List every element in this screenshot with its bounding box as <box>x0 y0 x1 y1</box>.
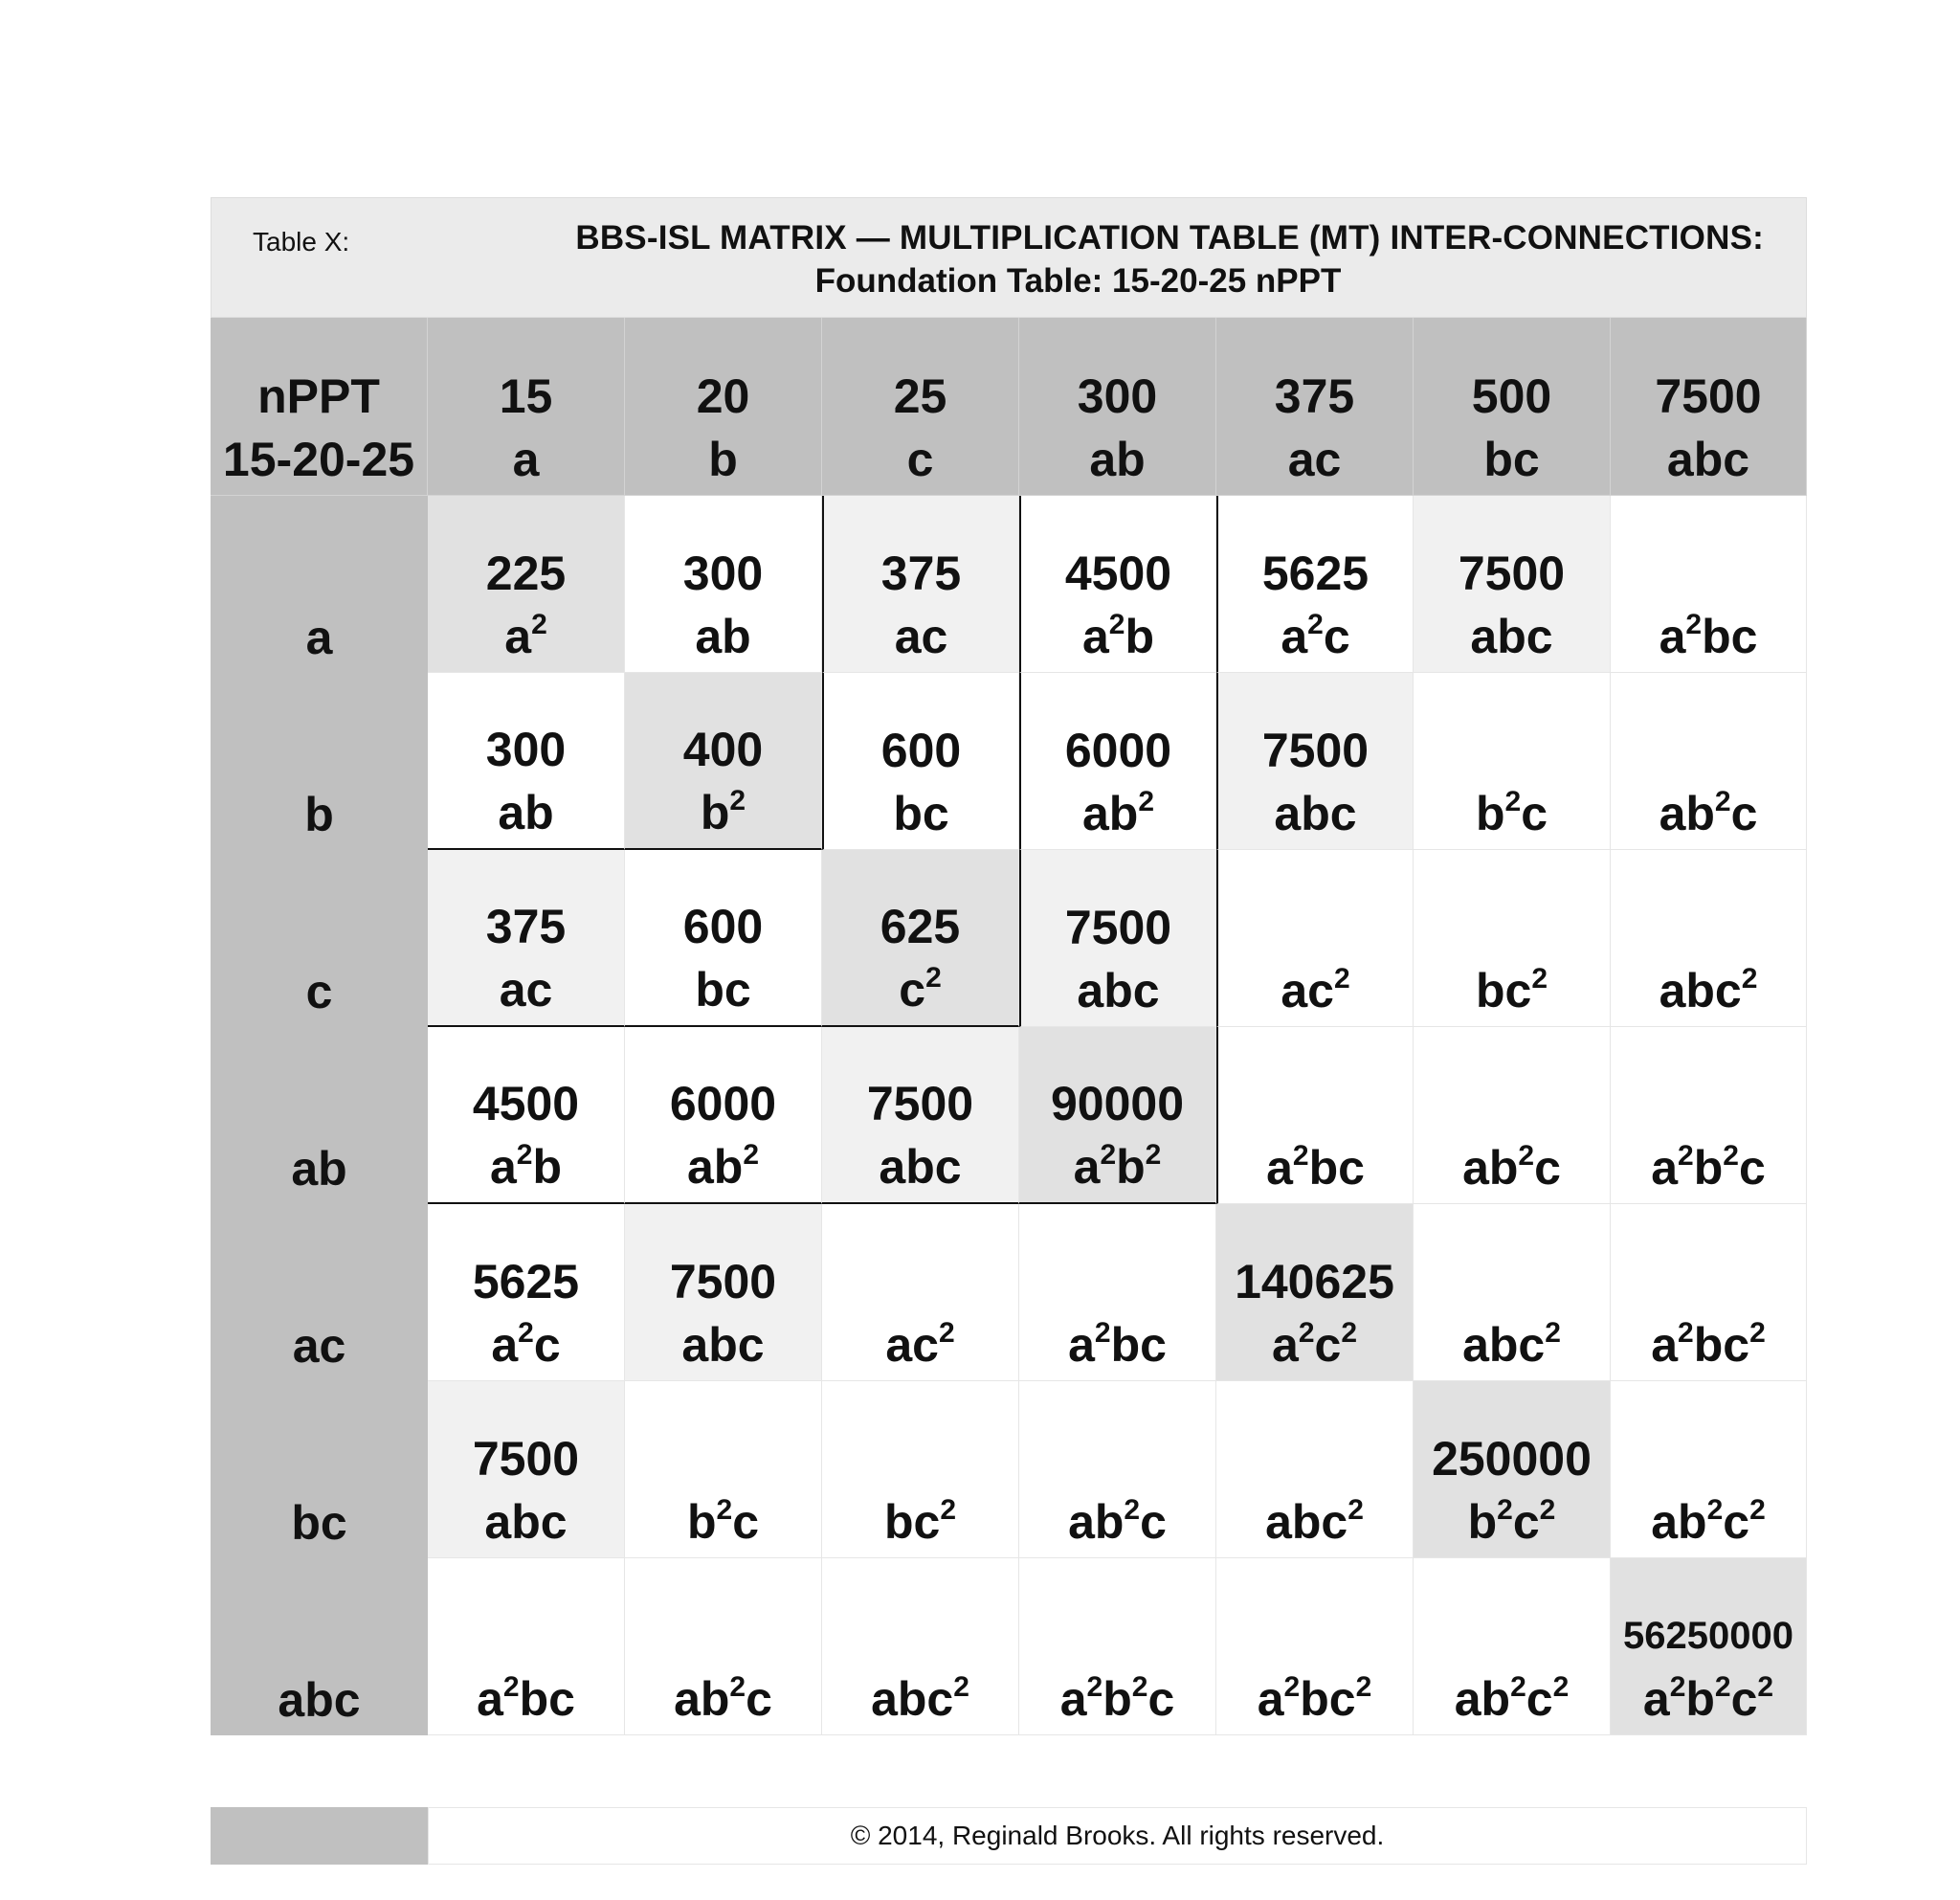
cell-value: 375 <box>880 547 962 600</box>
cell-expression: $a^2bc$ <box>1068 1316 1167 1372</box>
cell-value: 56250000 <box>1623 1615 1793 1657</box>
cell-expression: abc <box>1274 787 1357 840</box>
table-cell <box>1414 1558 1611 1735</box>
row-header-label: ab <box>291 1142 347 1196</box>
cell-expression: $bc^2$ <box>883 1493 957 1549</box>
cell-expression: $a^2b^2c$ <box>1059 1670 1175 1726</box>
cell-value: 6000 <box>1064 724 1172 777</box>
table-cell <box>1611 1027 1807 1204</box>
row-header-label: abc <box>278 1673 361 1727</box>
cell-expression: abc$^2$ <box>1462 1316 1561 1372</box>
column-header-value: 7500 <box>1655 369 1762 423</box>
row-header-label: a <box>305 611 333 664</box>
cell-expression: $ac^2$ <box>885 1316 955 1372</box>
cell-expression: abc <box>484 1495 568 1549</box>
cell-value: 600 <box>880 724 962 777</box>
table-cell <box>1216 496 1414 673</box>
table-cell <box>625 1204 822 1381</box>
row-header-bc <box>211 1381 428 1558</box>
cell-expression: $b^2$ <box>700 784 746 839</box>
cell-expression: $b^2c^2$ <box>1467 1493 1556 1549</box>
copyright-footer: © 2014, Reginald Brooks. All rights reserved. <box>428 1807 1807 1865</box>
row-header-c <box>211 850 428 1027</box>
table-cell <box>1611 1381 1807 1558</box>
cell-expression: $ab^2c^2$ <box>1454 1670 1570 1726</box>
cell-expression: $b^2c$ <box>1475 785 1548 840</box>
cell-expression: ac <box>499 963 553 1017</box>
table-cell <box>1216 1027 1414 1204</box>
cell-value: 140625 <box>1235 1255 1394 1308</box>
corner-line1: nPPT <box>257 369 380 423</box>
cell-value: 7500 <box>1458 547 1566 600</box>
cell-value: 600 <box>682 900 764 953</box>
table-cell <box>822 1381 1019 1558</box>
column-header-abc <box>1611 318 1807 496</box>
cell-expression: abc <box>879 1140 962 1194</box>
table-cell <box>1019 1381 1216 1558</box>
cell-expression: $c^2$ <box>899 961 942 1017</box>
cell-value: 7500 <box>866 1077 974 1130</box>
cell-expression: bc <box>893 787 949 840</box>
row-header-label: bc <box>291 1496 347 1550</box>
column-header-value: 300 <box>1077 369 1158 423</box>
table-subtitle: Foundation Table: 15-20-25 nPPT <box>814 262 1342 300</box>
table-cell <box>428 850 625 1027</box>
row-header-label: c <box>305 965 333 1018</box>
cell-expression: $ab^2c$ <box>1462 1139 1561 1195</box>
column-header-c <box>822 318 1019 496</box>
table-cell <box>1216 850 1414 1027</box>
column-header-symbol: ab <box>1089 433 1146 486</box>
title-bar <box>211 197 1807 318</box>
cell-expression: $ab^2c$ <box>1659 785 1758 840</box>
column-header-value: 500 <box>1471 369 1552 423</box>
column-header-ac <box>1216 318 1414 496</box>
table-cell <box>625 1027 822 1204</box>
cell-value: 7500 <box>472 1432 580 1486</box>
cell-expression: $a^2c^2$ <box>1272 1316 1357 1372</box>
cell-value: 375 <box>485 900 567 953</box>
table-cell <box>428 496 625 673</box>
column-header-value: 375 <box>1274 369 1355 423</box>
cell-expression: $ab^2$ <box>686 1138 760 1194</box>
row-header-abc <box>211 1558 428 1735</box>
cell-value: 7500 <box>669 1255 777 1308</box>
table-cell <box>1414 496 1611 673</box>
cell-expression: ab <box>695 610 751 663</box>
column-header-symbol: a <box>512 433 540 486</box>
table-cell <box>1216 673 1414 850</box>
table-cell <box>428 673 625 850</box>
table-cell <box>625 1558 822 1735</box>
cell-expression: abc$^2$ <box>871 1670 969 1726</box>
cell-expression: $bc^2$ <box>1475 962 1548 1017</box>
table-cell <box>625 496 822 673</box>
row-header-ab <box>211 1027 428 1204</box>
table-cell <box>822 850 1019 1027</box>
cell-expression: abc <box>681 1318 765 1372</box>
cell-value: 250000 <box>1432 1432 1592 1486</box>
table-cell <box>1611 1204 1807 1381</box>
column-header-ab <box>1019 318 1216 496</box>
cell-expression: $ab^2c$ <box>674 1670 772 1726</box>
table-cell <box>1611 496 1807 673</box>
cell-value: 225 <box>485 547 567 600</box>
cell-expression: $a^2c$ <box>1281 608 1350 663</box>
footer-spacer <box>211 1807 428 1865</box>
cell-expression: $a^2bc$ <box>1266 1139 1365 1195</box>
column-header-value: 25 <box>893 369 947 423</box>
row-header-a <box>211 496 428 673</box>
cell-value: 625 <box>880 900 961 953</box>
row-header-label: b <box>304 788 334 841</box>
cell-value: 300 <box>485 723 567 776</box>
table-cell <box>1611 850 1807 1027</box>
cell-expression: $ac^2$ <box>1281 962 1350 1017</box>
row-header-ac <box>211 1204 428 1381</box>
cell-expression: $a^2bc^2$ <box>1651 1316 1766 1372</box>
table-cell <box>625 1381 822 1558</box>
table-cell <box>1414 1381 1611 1558</box>
table-cell <box>1019 850 1216 1027</box>
cell-value: 4500 <box>472 1077 580 1130</box>
cell-value: 400 <box>682 723 764 776</box>
table-cell <box>1611 673 1807 850</box>
table-cell <box>428 1558 625 1735</box>
cell-expression: $a^2bc$ <box>477 1670 575 1726</box>
cell-expression: $a^2b^2c^2$ <box>1642 1670 1774 1726</box>
table-cell <box>1019 1204 1216 1381</box>
column-header-value: 15 <box>499 369 553 423</box>
table-cell <box>1216 1558 1414 1735</box>
cell-value: 7500 <box>1064 901 1172 954</box>
table-cell <box>822 496 1019 673</box>
cell-expression: $a^2b^2c$ <box>1651 1139 1766 1195</box>
table-cell <box>1414 1027 1611 1204</box>
column-header-b <box>625 318 822 496</box>
table-cell <box>1216 1381 1414 1558</box>
table-cell <box>1414 673 1611 850</box>
table-cell <box>1414 850 1611 1027</box>
cell-expression: ab <box>498 786 554 839</box>
table-cell <box>428 1381 625 1558</box>
row-header-label: ac <box>292 1319 346 1373</box>
table-cell <box>1414 1204 1611 1381</box>
column-header-a <box>428 318 625 496</box>
cell-expression: bc <box>695 963 751 1017</box>
cell-expression: $a^2b$ <box>489 1138 563 1194</box>
cell-value: 5625 <box>472 1255 580 1308</box>
table-cell <box>1019 673 1216 850</box>
cell-value: 4500 <box>1064 547 1172 600</box>
table-cell <box>1019 496 1216 673</box>
table-label: Table X: <box>253 227 350 257</box>
table-cell <box>1611 1558 1807 1735</box>
table-cell <box>822 673 1019 850</box>
cell-value: 5625 <box>1261 547 1370 600</box>
cell-expression: abc <box>1470 610 1553 663</box>
column-header-value: 20 <box>696 369 750 423</box>
table-cell <box>428 1204 625 1381</box>
table-cell <box>822 1027 1019 1204</box>
cell-value: 6000 <box>669 1077 777 1130</box>
cell-expression: $a^2$ <box>504 608 547 663</box>
table-title: BBS-ISL MATRIX — MULTIPLICATION TABLE (MT) INTER-CONNECTIONS: <box>575 219 1764 257</box>
cell-expression: abc <box>1077 964 1160 1017</box>
cell-expression: $ab^2c^2$ <box>1651 1493 1766 1549</box>
cell-expression: $a^2bc^2$ <box>1257 1670 1372 1726</box>
cell-expression: $a^2bc$ <box>1659 608 1758 663</box>
column-header-symbol: ac <box>1287 433 1342 486</box>
table-cell <box>625 850 822 1027</box>
cell-expression: abc$^2$ <box>1659 962 1758 1017</box>
cell-value: 90000 <box>1050 1077 1185 1130</box>
table-cell <box>428 1027 625 1204</box>
column-header-symbol: abc <box>1666 433 1750 486</box>
cell-expression: $a^2b^2$ <box>1073 1138 1162 1194</box>
table-cell <box>625 673 822 850</box>
column-header-symbol: c <box>906 433 934 486</box>
cell-value: 300 <box>682 547 764 600</box>
cell-value: 7500 <box>1261 724 1370 777</box>
cell-expression: $b^2c$ <box>686 1493 760 1549</box>
cell-expression: $ab^2$ <box>1081 785 1155 840</box>
row-header-b <box>211 673 428 850</box>
table-cell <box>1019 1558 1216 1735</box>
corner-header <box>211 318 428 496</box>
column-header-symbol: b <box>708 433 738 486</box>
table-cell <box>822 1204 1019 1381</box>
cell-expression: $ab^2c$ <box>1068 1493 1167 1549</box>
table-cell <box>1019 1027 1216 1204</box>
corner-line2: 15-20-25 <box>222 433 415 486</box>
column-header-bc <box>1414 318 1611 496</box>
cell-expression: $a^2c$ <box>491 1316 561 1372</box>
table-cell <box>1216 1204 1414 1381</box>
column-header-symbol: bc <box>1483 433 1540 486</box>
table-cell <box>822 1558 1019 1735</box>
cell-expression: abc$^2$ <box>1265 1493 1364 1549</box>
cell-expression: $a^2b$ <box>1081 608 1155 663</box>
cell-expression: ac <box>894 610 948 663</box>
